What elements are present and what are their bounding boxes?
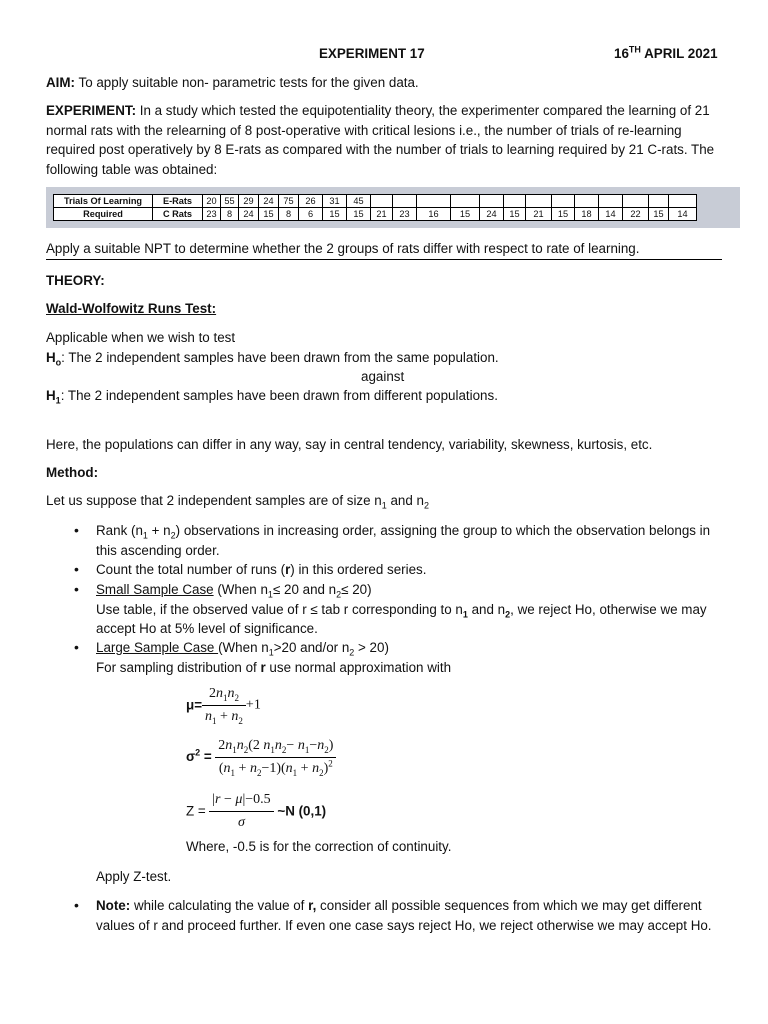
z-formula: Z = $\frac{|r - \mu|-0.5}{\sigma}$ ~N (0,1) bbox=[186, 792, 327, 830]
c-cell: 15 bbox=[649, 208, 669, 221]
c-cell: 21 bbox=[526, 208, 552, 221]
e-cell bbox=[599, 195, 623, 208]
against-text: against bbox=[361, 369, 405, 384]
bullet-icon: • bbox=[74, 897, 79, 913]
e-cell bbox=[480, 195, 504, 208]
test-name-heading: Wald-Wolfowitz Runs Test: bbox=[46, 301, 217, 316]
e-cell bbox=[371, 195, 393, 208]
bullet-icon: • bbox=[74, 561, 79, 577]
e-cell bbox=[451, 195, 480, 208]
e-cell bbox=[623, 195, 649, 208]
row-header-line1: Trials Of Learning bbox=[54, 195, 153, 208]
c-cell: 15 bbox=[347, 208, 371, 221]
continuity-note: Where, -0.5 is for the correction of continuity. bbox=[186, 839, 452, 854]
question-text: Apply a suitable NPT to determine whether the 2 groups of rats differ with respect to rate of learning. bbox=[46, 241, 640, 256]
row-header-line2: Required bbox=[54, 208, 153, 221]
note-text: Note: while calculating the value of r, consider all possible sequences from which we may get different values of r and proceed further. If even one case says reject Ho, we reject otherwise we may accept Ho. bbox=[96, 898, 712, 933]
rats-data-table bbox=[53, 194, 697, 221]
e-cell: 45 bbox=[347, 195, 371, 208]
e-cell bbox=[526, 195, 552, 208]
applicable-text: Applicable when we wish to test bbox=[46, 330, 236, 345]
e-cell: 29 bbox=[239, 195, 259, 208]
bullet-icon: • bbox=[74, 522, 79, 538]
bullet-icon: • bbox=[74, 581, 79, 597]
c-cell: 6 bbox=[299, 208, 323, 221]
variance-formula: $\sigma^2$ = $\frac{2n_1n_2(2 n_1n_2- n_1-n_2)}{(n_1 + n_2-1)(n_1 + n_2)^2}$ bbox=[186, 736, 336, 778]
e-cell bbox=[575, 195, 599, 208]
c-cell: 8 bbox=[279, 208, 299, 221]
c-cell: 15 bbox=[451, 208, 480, 221]
c-cell: 21 bbox=[371, 208, 393, 221]
c-cell: 16 bbox=[417, 208, 451, 221]
experiment-paragraph: EXPERIMENT: In a study which tested the equipotentiality theory, the experimenter compared the learning of 21 normal rats with the relearning of 8 post-operative with critical lesions i.e., the number of trials of re-learning required post operatively by 8 E-rats as compared with the number of trials to learning required by 21 C-rats. The following table was obtained: bbox=[46, 103, 715, 177]
alt-hypothesis: $H_1$: The 2 independent samples have been drawn from different populations. bbox=[46, 388, 498, 406]
c-cell: 15 bbox=[259, 208, 279, 221]
c-cell: 22 bbox=[623, 208, 649, 221]
experiment-date: 16TH APRIL 2021 bbox=[614, 44, 718, 61]
c-cell: 24 bbox=[239, 208, 259, 221]
bullet-icon: • bbox=[74, 639, 79, 655]
suppose-text: Let us suppose that 2 independent samples are of size $n_1$ and $n_2$ bbox=[46, 493, 429, 511]
e-rats-label: E-Rats bbox=[153, 195, 203, 208]
e-cell: 20 bbox=[203, 195, 221, 208]
c-cell: 14 bbox=[599, 208, 623, 221]
e-cell: 24 bbox=[259, 195, 279, 208]
list-item: Count the total number of runs (r) in this ordered series. bbox=[96, 562, 427, 577]
e-cell: 31 bbox=[323, 195, 347, 208]
c-cell: 23 bbox=[203, 208, 221, 221]
e-cell bbox=[417, 195, 451, 208]
c-cell: 18 bbox=[575, 208, 599, 221]
aim-paragraph: AIM: To apply suitable non- parametric tests for the given data. bbox=[46, 75, 419, 90]
table-row bbox=[54, 195, 697, 208]
e-cell: 75 bbox=[279, 195, 299, 208]
c-rats-label: C Rats bbox=[153, 208, 203, 221]
apply-z-text: Apply Z-test. bbox=[96, 869, 172, 884]
c-cell: 23 bbox=[393, 208, 417, 221]
c-cell: 8 bbox=[221, 208, 239, 221]
list-item: Small Sample Case (When $n_1\le 20$ and $n_2\le 20$) Use table, if the observed value of r ≤ tab r corresponding to $n_1$ and $n_2$, we reject Ho, otherwise we may accept Ho at 5% level of significance. bbox=[96, 582, 707, 636]
null-hypothesis: $H_o$: The 2 independent samples have been drawn from the same population. bbox=[46, 350, 499, 368]
theory-heading: THEORY: bbox=[46, 273, 105, 288]
populations-text: Here, the populations can differ in any way, say in central tendency, variability, skewness, kurtosis, etc. bbox=[46, 437, 653, 452]
c-cell: 24 bbox=[480, 208, 504, 221]
c-cell: 15 bbox=[504, 208, 526, 221]
e-cell bbox=[552, 195, 575, 208]
e-cell: 55 bbox=[221, 195, 239, 208]
method-heading: Method: bbox=[46, 465, 99, 480]
table-row bbox=[54, 208, 697, 221]
mean-formula: μ= $\frac{2n_1n_2}{n_1 + n_2}$ +1 bbox=[186, 686, 261, 726]
e-cell bbox=[649, 195, 669, 208]
e-cell bbox=[669, 195, 697, 208]
data-table-frame bbox=[46, 187, 740, 228]
experiment-title: EXPERIMENT 17 bbox=[319, 46, 425, 61]
list-item: Large Sample Case (When $n_1>20$ and/or $n_2 > 20$) For sampling distribution of r use normal approximation with bbox=[96, 640, 452, 675]
divider bbox=[46, 259, 722, 260]
c-cell: 14 bbox=[669, 208, 697, 221]
e-cell bbox=[393, 195, 417, 208]
e-cell: 26 bbox=[299, 195, 323, 208]
c-cell: 15 bbox=[323, 208, 347, 221]
list-item: Rank $(n_1 + n_2)$ observations in increasing order, assigning the group to which the observation belongs in this ascending order. bbox=[96, 523, 711, 558]
e-cell bbox=[504, 195, 526, 208]
c-cell: 15 bbox=[552, 208, 575, 221]
